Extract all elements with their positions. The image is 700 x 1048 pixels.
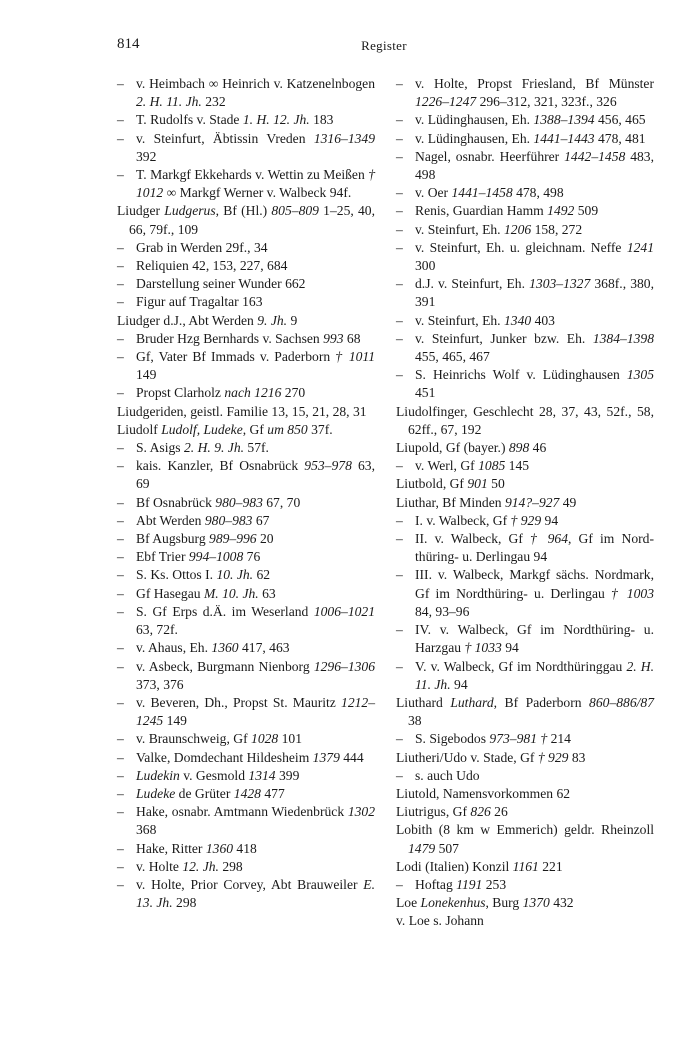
- index-subentry: – v. Holte 12. Jh. 298: [117, 858, 375, 876]
- index-subentry: – Bf Augsburg 989–996 20: [117, 530, 375, 548]
- index-subentry: – Bruder Hzg Bernhards v. Sachsen 993 68: [117, 330, 375, 348]
- index-subentry: – kais. Kanzler, Bf Osnabrück 953–978 63, 69: [117, 457, 375, 493]
- index-subentry: – S. Ks. Ottos I. 10. Jh. 62: [117, 566, 375, 584]
- index-entry: Liudolfinger, Geschlecht 28, 37, 43, 52f., 58, 62ff., 67, 192: [396, 403, 654, 437]
- index-subentry: – v. Steinfurt, Äbtissin Vreden 1316–1349 392: [117, 130, 375, 166]
- index-entry: Liuthar, Bf Minden 914?–927 49: [396, 494, 577, 510]
- index-entry: Loe Lonekenhus, Burg 1370 432: [396, 895, 574, 911]
- index-entry: Liudgeriden, geistl. Familie 13, 15, 21, 28, 31: [117, 403, 367, 419]
- index-subentry: – Hake, osnabr. Amtmann Wiedenbrück 1302 368: [117, 803, 375, 839]
- index-column-right: [396, 75, 654, 931]
- index-subentry: – Hoftag 1191 253: [396, 876, 654, 894]
- index-subentry: – v. Braunschweig, Gf 1028 101: [117, 730, 375, 748]
- index-subentry: – II. v. Walbeck, Gf † 964, Gf im Nordthüring- u. Derlingau 94: [396, 530, 654, 566]
- index-entry: Liutold, Namensvorkommen 62: [396, 785, 571, 801]
- index-subentry: – S. Heinrichs Wolf v. Lüdinghausen 1305 451: [396, 366, 654, 402]
- index-subentry: – d.J. v. Steinfurt, Eh. 1303–1327 368f., 380, 391: [396, 275, 654, 311]
- index-entry: v. Loe s. Johann: [396, 913, 484, 929]
- running-title: Register: [361, 38, 407, 53]
- index-entry: Liudolf Ludolf, Ludeke, Gf um 850 37f.: [117, 421, 333, 437]
- index-entry: Lobith (8 km w Emmerich) geldr. Rheinzoll 1479 507: [396, 822, 654, 856]
- index-subentry: – v. Lüdinghausen, Eh. 1441–1443 478, 481: [396, 130, 654, 148]
- index-subentry: – v. Heimbach ∞ Heinrich v. Katzenelnbogen 2. H. 11. Jh. 232: [117, 75, 375, 111]
- index-entry: Liutrigus, Gf 826 26: [396, 804, 508, 820]
- index-subentry: – s. auch Udo: [396, 767, 654, 785]
- index-subentry: – Darstellung seiner Wunder 662: [117, 275, 375, 293]
- page-header: [0, 36, 700, 58]
- index-subentry: – Reliquien 42, 153, 227, 684: [117, 257, 375, 275]
- index-column-left: [117, 75, 375, 912]
- index-subentry: – Renis, Guardian Hamm 1492 509: [396, 202, 654, 220]
- index-subentry: – S. Asigs 2. H. 9. Jh. 57f.: [117, 439, 375, 457]
- index-subentry: – v. Steinfurt, Eh. 1206 158, 272: [396, 221, 654, 239]
- index-subentry: – T. Markgf Ekkehards v. Wettin zu Meißen † 1012 ∞ Markgf Werner v. Walbeck 94f.: [117, 166, 375, 202]
- index-entry: Liutheri/Udo v. Stade, Gf † 929 83: [396, 749, 586, 765]
- index-subentry: – Valke, Domdechant Hildesheim 1379 444: [117, 749, 375, 767]
- index-subentry: – v. Beveren, Dh., Propst St. Mauritz 1212–1245 149: [117, 694, 375, 730]
- index-subentry: – v. Oer 1441–1458 478, 498: [396, 184, 654, 202]
- index-subentry: – V. v. Walbeck, Gf im Nordthüringgau 2. H. 11. Jh. 94: [396, 658, 654, 694]
- index-subentry: – Bf Osnabrück 980–983 67, 70: [117, 494, 375, 512]
- index-subentry: – v. Holte, Propst Friesland, Bf Münster 1226–1247 296–312, 321, 323f., 326: [396, 75, 654, 111]
- index-subentry: – Abt Werden 980–983 67: [117, 512, 375, 530]
- index-subentry: – T. Rudolfs v. Stade 1. H. 12. Jh. 183: [117, 111, 375, 129]
- index-subentry: – v. Werl, Gf 1085 145: [396, 457, 654, 475]
- index-subentry: – Ludekin v. Gesmold 1314 399: [117, 767, 375, 785]
- index-subentry: – S. Sigebodos 973–981 † 214: [396, 730, 654, 748]
- index-entry: Liudger Ludgerus, Bf (Hl.) 805–809 1–25, 40, 66, 79f., 109: [117, 203, 375, 237]
- index-subentry: – Ludeke de Grüter 1428 477: [117, 785, 375, 803]
- index-subentry: – Ebf Trier 994–1008 76: [117, 548, 375, 566]
- index-entry: Liutbold, Gf 901 50: [396, 476, 505, 492]
- index-subentry: – v. Ahaus, Eh. 1360 417, 463: [117, 639, 375, 657]
- index-subentry: – Nagel, osnabr. Heerführer 1442–1458 483, 498: [396, 148, 654, 184]
- index-entry: Lodi (Italien) Konzil 1161 221: [396, 858, 563, 874]
- index-subentry: – v. Holte, Prior Corvey, Abt Brauweiler E. 13. Jh. 298: [117, 876, 375, 912]
- index-subentry: – Gf Hasegau M. 10. Jh. 63: [117, 585, 375, 603]
- index-subentry: – v. Steinfurt, Eh. 1340 403: [396, 312, 654, 330]
- index-subentry: – III. v. Walbeck, Markgf sächs. Nordmark, Gf im Nordthüring- u. Derlingau † 1003 84, 93–96: [396, 566, 654, 621]
- index-entry: Liupold, Gf (bayer.) 898 46: [396, 440, 547, 456]
- index-entry: Liuthard Luthard, Bf Paderborn 860–886/87 38: [396, 694, 654, 729]
- index-subentry: – S. Gf Erps d.Ä. im Weserland 1006–1021 63, 72f.: [117, 603, 375, 639]
- index-subentry: – v. Asbeck, Burgmann Nienborg 1296–1306 373, 376: [117, 658, 375, 694]
- index-subentry: – v. Steinfurt, Eh. u. gleichnam. Neffe 1241 300: [396, 239, 654, 275]
- index-subentry: – Gf, Vater Bf Immads v. Paderborn † 1011 149: [117, 348, 375, 384]
- index-entry: Liudger d.J., Abt Werden 9. Jh. 9: [117, 312, 298, 328]
- index-subentry: – Grab in Werden 29f., 34: [117, 239, 375, 257]
- index-subentry: – Hake, Ritter 1360 418: [117, 840, 375, 858]
- index-subentry: – Propst Clarholz nach 1216 270: [117, 384, 375, 402]
- index-subentry: – I. v. Walbeck, Gf † 929 94: [396, 512, 654, 530]
- page-number: 814: [117, 36, 140, 52]
- index-subentry: – Figur auf Tragaltar 163: [117, 293, 375, 311]
- index-subentry: – v. Lüdinghausen, Eh. 1388–1394 456, 465: [396, 111, 654, 129]
- index-subentry: – v. Steinfurt, Junker bzw. Eh. 1384–1398 455, 465, 467: [396, 330, 654, 366]
- index-subentry: – IV. v. Walbeck, Gf im Nordthüring- u. Harzgau † 1033 94: [396, 621, 654, 657]
